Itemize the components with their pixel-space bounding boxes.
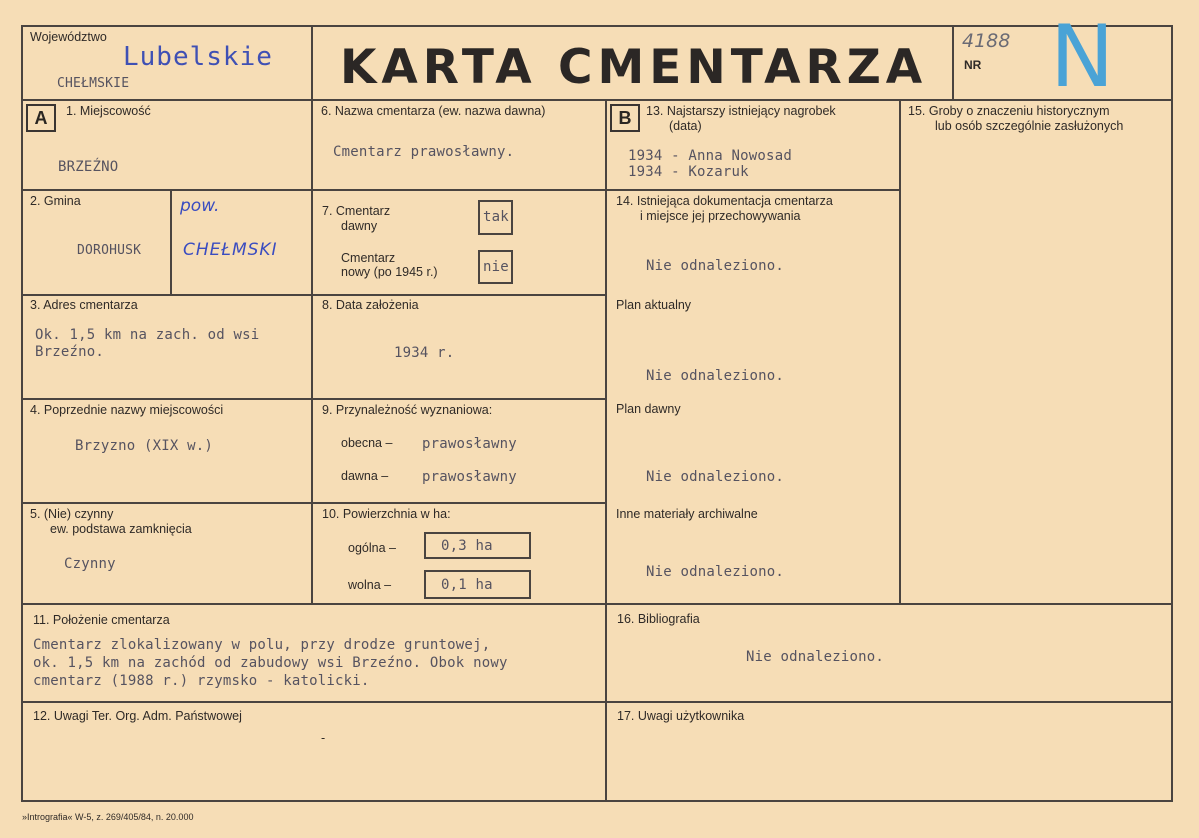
field-1-label: 1. Miejscowość [66,104,151,118]
field-10-free-label: wolna – [348,578,392,592]
row6-divider [21,701,1173,703]
field-9-current-label: obecna – [341,436,393,450]
field-13-line1: 1934 - Anna Nowosad [628,148,792,164]
archives-label: Inne materiały archiwalne [616,507,758,521]
field-3-line2: Brzeźno. [35,344,105,360]
field-14-value: Nie odnaleziono. [646,258,785,274]
nr-letter: N [1050,7,1115,107]
card-title: KARTA CMENTARZA [340,40,928,95]
field-11-line3: cmentarz (1988 r.) rzymsko - katolicki. [33,673,370,689]
field-10-total-label: ogólna – [348,541,396,555]
field-10-label: 10. Powierzchnia w ha: [322,507,451,521]
col3-divider [899,99,901,605]
gmina-divider [170,189,172,294]
plan-former-label: Plan dawny [616,402,681,416]
plan-former-value: Nie odnaleziono. [646,469,785,485]
field-5-label: 5. (Nie) czynny [30,507,114,521]
field-5-value: Czynny [64,556,116,572]
nr-label: NR [964,58,982,72]
field-7-dawny-value: tak [483,209,509,225]
print-footer: »Intrografia« W-5, z. 269/405/84, n. 20.000 [22,812,194,822]
archives-value: Nie odnaleziono. [646,564,785,580]
field-8-value: 1934 r. [394,345,455,361]
voivodeship-label: Województwo [30,30,107,44]
field-11-line2: ok. 1,5 km na zachód od zabudowy wsi Brzeźno. Obok nowy [33,655,508,671]
field-5-sublabel: ew. podstawa zamknięcia [50,522,192,536]
plan-current-value: Nie odnaleziono. [646,368,785,384]
field-9-former-value: prawosławny [422,469,517,485]
field-9-current-value: prawosławny [422,436,517,452]
row3-divider [21,398,607,400]
field-14-sublabel: i miejsce jej przechowywania [640,209,801,223]
field-12-value: - [321,731,326,745]
nr-handwritten: 4188 [962,30,1011,52]
field-6-label: 6. Nazwa cmentarza (ew. nazwa dawna) [321,104,546,118]
field-15-sublabel: lub osób szczególnie zasłużonych [935,119,1124,133]
section-b-marker: B [610,104,640,132]
field-9-label: 9. Przynależność wyznaniowa: [322,403,493,417]
field-12-label: 12. Uwagi Ter. Org. Adm. Państwowej [33,709,242,723]
field-16-label: 16. Bibliografia [617,612,700,626]
field-6-value: Cmentarz prawosławny. [333,144,515,160]
col2-divider [605,99,607,802]
field-8-label: 8. Data założenia [322,298,419,312]
field-13-line2: 1934 - Kozaruk [628,164,749,180]
field-7-label: 7. Cmentarz [322,204,391,218]
field-7-nowy-label2: nowy (po 1945 r.) [341,265,438,279]
field-13-label: 13. Najstarszy istniejący nagrobek [646,104,836,118]
field-13-sublabel: (data) [669,119,702,133]
row2-divider [21,294,607,296]
field-14-label: 14. Istniejąca dokumentacja cmentarza [616,194,833,208]
plan-current-label: Plan aktualny [616,298,692,312]
field-2-hand-pow: pow. [180,196,220,216]
field-7-nowy-value: nie [483,259,509,275]
row5-divider [21,603,1173,605]
field-15-label: 15. Groby o znaczeniu historycznym [908,104,1110,118]
field-3-line1: Ok. 1,5 km na zach. od wsi [35,327,260,343]
field-3-label: 3. Adres cmentarza [30,298,138,312]
field-7-dawny-label: dawny [341,219,378,233]
row1-divider [21,189,901,191]
title-nr-divider [952,25,954,101]
field-9-former-label: dawna – [341,469,389,483]
row4-divider [21,502,607,504]
field-11-line1: Cmentarz zlokalizowany w polu, przy drodze gruntowej, [33,637,491,653]
field-1-value: BRZEŹNO [58,159,119,175]
voivodeship-typed: CHEŁMSKIE [57,76,130,91]
field-4-value: Brzyzno (XIX w.) [75,438,214,454]
section-a-marker: A [26,104,56,132]
field-10-free-value: 0,1 ha [441,577,493,593]
col1-divider [311,25,313,603]
field-17-label: 17. Uwagi użytkownika [617,709,745,723]
field-10-total-value: 0,3 ha [441,538,493,554]
field-2-label: 2. Gmina [30,194,81,208]
field-7-nowy-label1: Cmentarz [341,251,396,265]
field-2-value: DOROHUSK [77,243,142,258]
field-16-value: Nie odnaleziono. [746,649,885,665]
field-11-label: 11. Położenie cmentarza [33,613,170,627]
field-4-label: 4. Poprzednie nazwy miejscowości [30,403,224,417]
header-divider [21,99,1173,101]
voivodeship-stamp: Lubelskie [123,42,273,72]
field-2-hand-county: CHEŁMSKI [183,240,278,260]
